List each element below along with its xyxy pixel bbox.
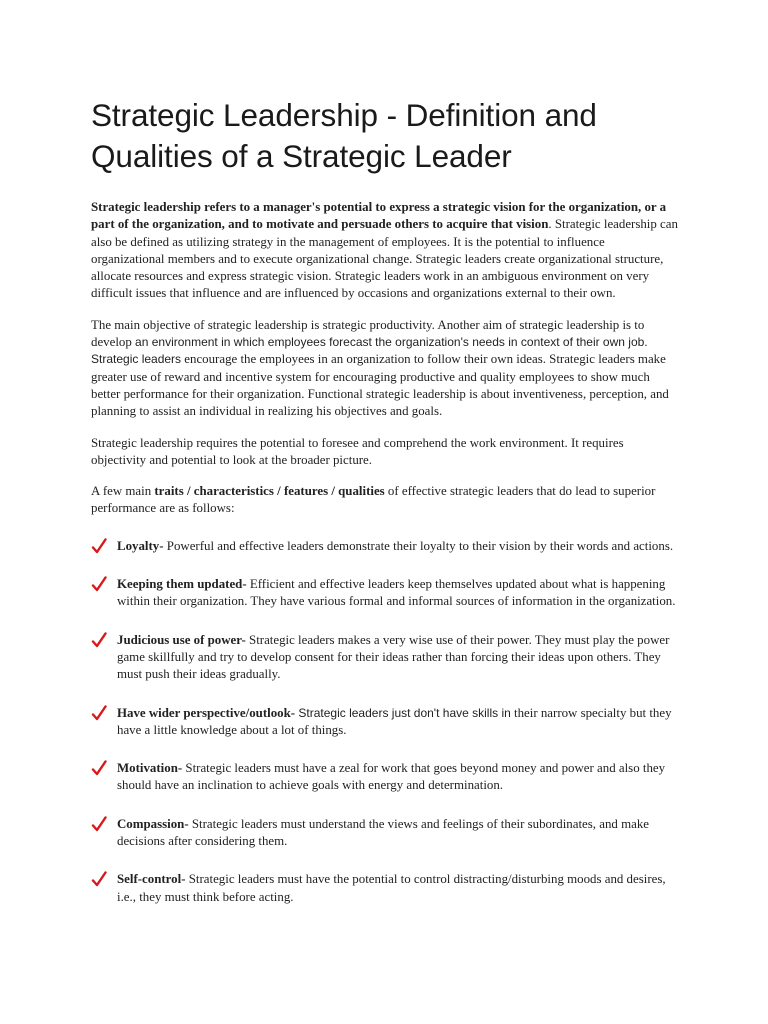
intro-body: . Strategic leadership can also be defined as utilizing strategy in the management of employees. It is the potential to influence organizational members and to execute organizational change. Strategic leaders create organizational structure, allocate resources and express strategic vision. Strategic leaders work in an ambiguous environment on very difficult issues that influence and are influenced by occasions and organizations external to their own. bbox=[91, 217, 678, 301]
intro-bold-line-1: Strategic leadership refers to a manager's potential to express a strategic vision for the organization, or a bbox=[91, 200, 667, 214]
trait-text: Efficient and effective leaders keep themselves updated about what is happening within their organization. They have various formal and informal sources of information in the organization. bbox=[117, 577, 676, 609]
checkmark-icon bbox=[91, 537, 107, 555]
trait-keeping-updated bbox=[91, 576, 679, 611]
traits-list bbox=[91, 538, 679, 906]
checkmark-icon bbox=[91, 631, 107, 649]
checkmark-icon bbox=[91, 759, 107, 777]
foresight-paragraph: Strategic leadership requires the potential to foresee and comprehend the work environment. It requires objectivity and potential to look at the broader picture. bbox=[91, 435, 624, 467]
trait-text: their narrow specialty but they have a little knowledge about a lot of things. bbox=[117, 705, 672, 737]
checkmark-icon bbox=[91, 704, 107, 722]
trait-wider-perspective bbox=[91, 705, 679, 740]
trait-name: Self-control- bbox=[117, 872, 186, 887]
checkmark-icon bbox=[91, 815, 107, 833]
trait-name: Motivation- bbox=[117, 761, 183, 776]
page-title: Strategic Leadership - Definition and Qualities of a Strategic Leader bbox=[91, 97, 597, 174]
trait-loyalty bbox=[91, 538, 679, 555]
trait-text: Strategic leaders must have the potential to control distracting/disturbing moods and desires, i.e., they must think before acting. bbox=[117, 872, 666, 904]
trait-name: Keeping them updated- bbox=[117, 577, 247, 592]
trait-motivation bbox=[91, 760, 679, 795]
checkmark-icon bbox=[91, 575, 107, 593]
traits-intro-paragraph bbox=[91, 483, 679, 518]
trait-text: Powerful and effective leaders demonstrate their loyalty to their vision by their words and actions. bbox=[163, 538, 674, 553]
traits-intro-bold: traits / characteristics / features / qualities bbox=[154, 484, 385, 499]
intro-paragraph bbox=[91, 199, 679, 303]
trait-judicious-power bbox=[91, 632, 679, 684]
trait-name: Compassion- bbox=[117, 816, 189, 831]
intro-bold-line-2: part of the organization, and to motivate and persuade others to acquire that vision bbox=[91, 217, 549, 232]
trait-text: Strategic leaders makes a very wise use of their power. They must play the power game skillfully and try to develop consent for their ideas rather than forcing their ideas upon others. They must push their ideas gradually. bbox=[117, 632, 670, 682]
trait-compassion bbox=[91, 816, 679, 851]
trait-text-sans: Strategic leaders just don't have skills in bbox=[295, 705, 511, 720]
checkmark-icon bbox=[91, 870, 107, 888]
trait-self-control bbox=[91, 871, 679, 906]
trait-name: Loyalty- bbox=[117, 538, 164, 553]
objective-text-2: an environment in which employees forecast the organization's needs in context of their own job. Strategic leaders bbox=[91, 335, 648, 367]
traits-intro-suffix: of effective strategic leaders that do lead to superior performance are as follows: bbox=[91, 484, 656, 516]
trait-text: Strategic leaders must have a zeal for work that goes beyond money and power and also they should have an inclination to achieve goals with energy and determination. bbox=[117, 761, 666, 793]
traits-intro-prefix: A few main bbox=[91, 484, 155, 499]
trait-name: Judicious use of power- bbox=[117, 632, 246, 647]
trait-text: Strategic leaders must understand the views and feelings of their subordinates, and make decisions after considering them. bbox=[117, 816, 649, 849]
objective-text-3: encourage the employees in an organization to follow their own ideas. Strategic leaders make greater use of reward and incentive system for encouraging productive and quality employees to show much better performance for their organization. Functional strategic leadership is about inventiveness, perception, and planning to assist an individual in realizing his objectives and goals. bbox=[91, 352, 669, 419]
trait-name: Have wider perspective/outlook- bbox=[117, 705, 296, 720]
article bbox=[91, 95, 679, 927]
objective-paragraph bbox=[91, 317, 679, 421]
objective-text-1: The main objective of strategic leadership is strategic productivity. Another aim of strategic leadership is to develop bbox=[91, 317, 645, 350]
